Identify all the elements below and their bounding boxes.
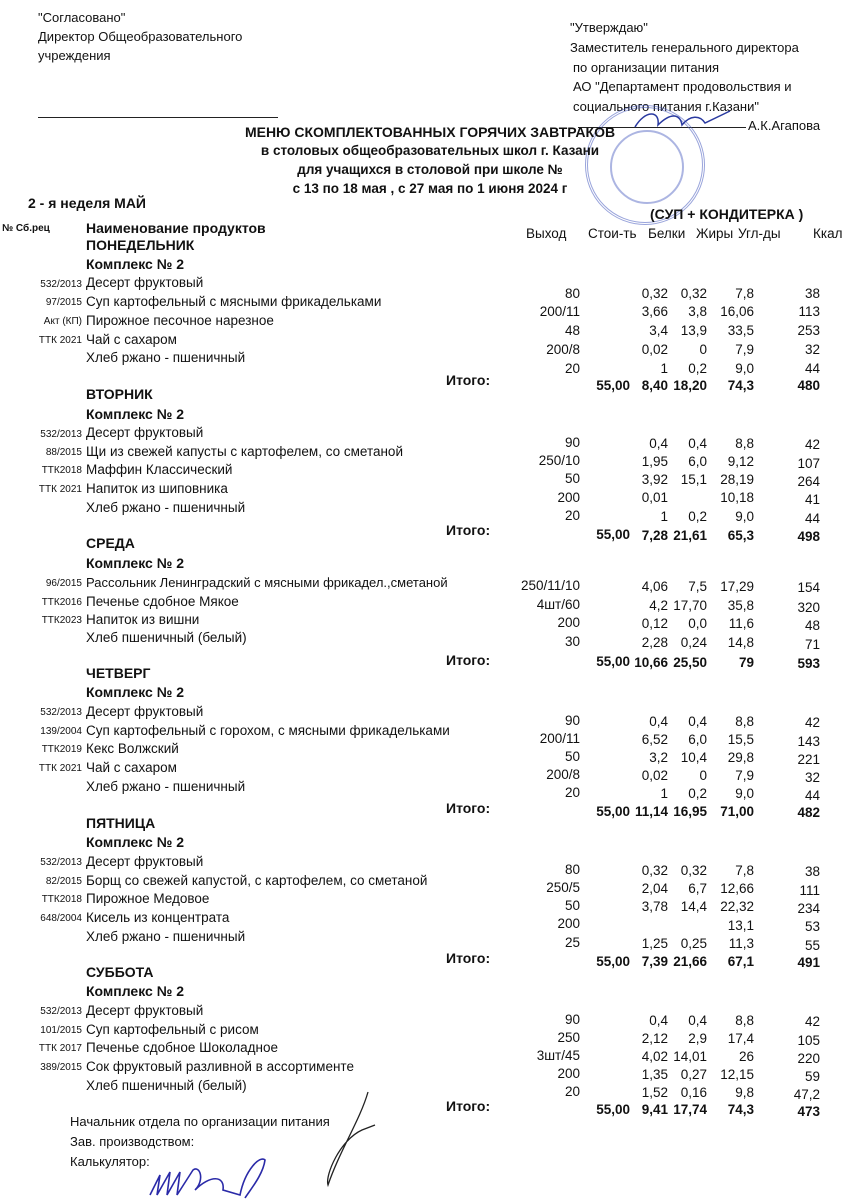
dish-protein: 3,78 [641,899,668,914]
total-kcal: 593 [797,656,820,671]
recipe-code: ТТК2019 [41,744,82,755]
total-cost: 55,00 [596,1102,630,1117]
dish-fat: 0,32 [680,863,707,878]
dish-protein: 4,02 [641,1049,668,1064]
dish-protein: 3,66 [641,304,668,319]
dish-kcal: 220 [797,1051,820,1066]
dish-carbs: 9,8 [735,1085,754,1100]
dish-protein: 3,4 [649,323,668,338]
document-subtitle-1: в столовых общеобразовательных школ г. Казани [260,143,600,158]
dish-fat: 0,24 [680,635,707,650]
dish-output: 200 [557,615,580,630]
dish-carbs: 26 [738,1049,754,1064]
recipe-code: 97/2015 [45,297,82,308]
dish-kcal: 71 [804,637,820,652]
footer-production-manager: Зав. производством: [70,1134,195,1149]
dish-kcal: 48 [804,618,820,633]
recipe-code: 82/2015 [45,876,82,887]
complex-label: Комплекс № 2 [86,684,184,700]
day-title: ВТОРНИК [86,386,153,402]
dish-kcal: 44 [804,511,820,526]
total-kcal: 473 [797,1104,820,1119]
dish-name: Чай с сахаром [86,760,177,775]
dish-fat: 0,27 [680,1067,707,1082]
dish-protein: 0,32 [641,286,668,301]
left-signature-line [38,117,278,118]
recipe-code: ТТК2016 [41,597,82,608]
dish-protein: 0,4 [649,714,668,729]
recipe-code: ТТК2023 [41,615,82,626]
total-fat: 18,20 [673,378,707,393]
approval-agreed-org: учреждения [38,48,111,63]
dish-protein: 0,4 [649,1013,668,1028]
dish-protein: 2,28 [641,635,668,650]
dish-fat: 6,7 [688,881,707,896]
recipe-code: ТТК 2017 [38,1043,82,1054]
total-carbs: 71,00 [720,804,754,819]
complex-label: Комплекс № 2 [86,555,184,571]
approval-approve-position: Заместитель генерального директора [570,40,799,55]
dish-name: Борщ со свежей капустой, с картофелем, со сметаной [86,873,428,888]
dish-carbs: 29,8 [727,750,754,765]
footer-head-of-department: Начальник отдела по организации питания [70,1114,330,1129]
dish-carbs: 12,15 [720,1067,754,1082]
dish-protein: 1,95 [641,454,668,469]
recipe-code: 648/2004 [40,913,82,924]
dish-name: Напиток из шиповника [86,481,228,496]
dish-protein: 3,92 [641,472,668,487]
dish-carbs: 9,0 [735,509,754,524]
dish-name: Десерт фруктовый [86,425,204,440]
column-header-protein: Белки [648,226,686,241]
recipe-code: 532/2013 [40,707,82,718]
dish-name: Суп картофельный с горохом, с мясными фрикадельками [86,723,450,738]
dish-name: Хлеб пшеничный (белый) [86,630,247,645]
dish-name: Напиток из вишни [86,612,200,627]
dish-output: 50 [564,898,580,913]
dish-output: 20 [564,361,580,376]
column-header-output: Выход [526,226,567,241]
recipe-code: 532/2013 [40,279,82,290]
column-header-code: № Сб.рец [2,223,50,234]
dish-fat: 17,70 [673,598,707,613]
dish-carbs: 11,6 [728,616,754,631]
column-header-fat: Жиры [696,226,734,241]
dish-name: Печенье сдобное Шоколадное [86,1040,279,1055]
dish-output: 20 [564,508,580,523]
dish-carbs: 12,66 [720,881,754,896]
dish-output: 90 [564,1012,580,1027]
dish-name: Десерт фруктовый [86,854,204,869]
dish-output: 48 [564,323,580,338]
complex-label: Комплекс № 2 [86,983,184,999]
dish-output: 3шт/45 [536,1048,580,1063]
total-cost: 55,00 [596,378,630,393]
dish-kcal: 38 [804,286,820,301]
total-carbs: 79 [738,655,754,670]
column-header-cost: Стои-ть [588,226,637,241]
recipe-code: 532/2013 [40,857,82,868]
dish-output: 80 [564,862,580,877]
dish-kcal: 44 [804,361,820,376]
dish-name: Щи из свежей капусты с картофелем, со сметаной [86,444,403,459]
recipe-code: ТТК 2021 [38,763,82,774]
dish-output: 200 [557,490,580,505]
day-title: СУББОТА [86,964,154,980]
dish-name: Кекс Волжский [86,741,179,756]
total-protein: 7,39 [641,954,668,969]
dish-name: Пирожное песочное нарезное [86,313,274,328]
dish-output: 200/8 [546,342,580,357]
dish-name: Суп картофельный с мясными фрикадельками [86,294,382,309]
dish-protein: 4,06 [641,579,668,594]
total-fat: 16,95 [673,804,707,819]
approval-approve-org-2: социального питания г.Казани" [573,99,759,114]
dish-kcal: 107 [797,456,820,471]
recipe-code: 139/2004 [40,726,82,737]
dish-carbs: 7,9 [735,342,754,357]
dish-fat: 0,25 [680,936,707,951]
dish-name: Хлеб ржано - пшеничный [86,929,246,944]
recipe-code: ТТК2018 [41,465,82,476]
dish-carbs: 7,9 [735,768,754,783]
dish-output: 50 [564,749,580,764]
complex-label: Комплекс № 2 [86,406,184,422]
document-date-range: с 13 по 18 мая , с 27 мая по 1 июня 2024 г [292,181,568,196]
total-cost: 55,00 [596,654,630,669]
dish-output: 250 [557,1030,580,1045]
dish-fat: 14,4 [680,899,707,914]
recipe-code: Акт (КП) [43,316,82,327]
dish-output: 200/11 [539,731,580,746]
dish-fat: 13,9 [680,323,707,338]
dish-output: 250/5 [546,880,580,895]
total-fat: 17,74 [673,1102,707,1117]
recipe-code: ТТК 2021 [38,484,82,495]
dish-output: 200/11 [539,304,580,319]
dish-kcal: 42 [804,1014,820,1029]
total-fat: 21,66 [673,954,707,969]
dish-name: Десерт фруктовый [86,704,204,719]
total-kcal: 482 [797,805,820,820]
document-title: МЕНЮ СКОМПЛЕКТОВАННЫХ ГОРЯЧИХ ЗАВТРАКОВ [244,124,616,140]
dish-fat: 3,8 [688,304,707,319]
dish-protein: 3,2 [649,750,668,765]
dish-kcal: 154 [797,580,820,595]
day-title: ЧЕТВЕРГ [86,665,151,681]
dish-output: 20 [564,1084,580,1099]
dish-name: Хлеб ржано - пшеничный [86,779,246,794]
total-protein: 9,41 [641,1102,668,1117]
total-kcal: 491 [797,955,820,970]
total-cost: 55,00 [596,954,630,969]
dish-kcal: 44 [804,788,820,803]
dish-kcal: 53 [804,919,820,934]
dish-fat: 6,0 [688,454,707,469]
dish-protein: 2,04 [641,881,668,896]
dish-output: 25 [564,935,580,950]
dish-protein: 1 [660,786,668,801]
dish-output: 90 [564,713,580,728]
total-protein: 8,40 [641,378,668,393]
dish-protein: 1 [660,509,668,524]
dish-protein: 0,01 [641,490,668,505]
department-head-signature-icon [320,1090,380,1190]
dish-kcal: 253 [797,323,820,338]
dish-carbs: 14,8 [727,635,754,650]
dish-fat: 0,16 [680,1085,707,1100]
approval-approve-position-2: по организации питания [573,60,720,75]
recipe-code: ТТК2018 [41,894,82,905]
day-title: ПОНЕДЕЛЬНИК [86,237,195,253]
dish-carbs: 22,32 [720,899,754,914]
recipe-code: 389/2015 [40,1062,82,1073]
total-carbs: 67,1 [727,954,754,969]
dish-fat: 0,4 [688,714,707,729]
dish-fat: 0 [699,342,707,357]
dish-kcal: 42 [804,437,820,452]
dish-output: 30 [564,634,580,649]
dish-kcal: 320 [797,600,820,615]
dish-kcal: 143 [797,734,820,749]
recipe-code: 96/2015 [45,578,82,589]
recipe-code: 101/2015 [40,1025,82,1036]
total-carbs: 74,3 [727,1102,754,1117]
dish-carbs: 7,8 [735,286,754,301]
dish-name: Хлеб ржано - пшеничный [86,500,246,515]
dish-carbs: 9,12 [727,454,754,469]
dish-carbs: 17,29 [720,579,754,594]
dish-protein: 0,12 [641,616,668,631]
recipe-code: 88/2015 [45,447,82,458]
dish-carbs: 9,0 [735,786,754,801]
dish-protein: 1,25 [641,936,668,951]
dish-protein: 1,52 [641,1085,668,1100]
dish-protein: 4,2 [649,598,668,613]
total-cost: 55,00 [596,804,630,819]
dish-carbs: 7,8 [735,863,754,878]
dish-output: 50 [564,471,580,486]
dish-protein: 1,35 [641,1067,668,1082]
dish-carbs: 8,8 [735,436,754,451]
approval-approve-label: "Утверждаю" [570,20,648,35]
total-carbs: 65,3 [727,528,754,543]
dish-protein: 6,52 [641,732,668,747]
dish-fat: 15,1 [680,472,707,487]
total-label: Итого: [446,950,491,966]
total-carbs: 74,3 [727,378,754,393]
dish-carbs: 15,5 [727,732,754,747]
total-protein: 7,28 [641,528,668,543]
dish-kcal: 59 [804,1069,820,1084]
dish-kcal: 105 [797,1033,820,1048]
dish-output: 200 [557,1066,580,1081]
dish-output: 200/8 [546,767,580,782]
total-kcal: 498 [797,529,820,544]
dish-kcal: 47,2 [793,1087,820,1102]
dish-carbs: 11,3 [728,936,754,951]
dish-kcal: 221 [797,752,820,767]
dish-name: Кисель из концентрата [86,910,230,925]
dish-name: Суп картофельный с рисом [86,1022,259,1037]
total-label: Итого: [446,522,491,538]
dish-output: 250/11/10 [520,578,580,593]
column-header-name: Наименование продуктов [86,220,266,236]
dish-protein: 1 [660,361,668,376]
total-label: Итого: [446,372,491,388]
recipe-code: 532/2013 [40,429,82,440]
dish-output: 4шт/60 [536,597,580,612]
dish-fat: 0,2 [688,509,707,524]
approval-agreed-position: Директор Общеобразовательного [38,29,243,44]
complex-label: Комплекс № 2 [86,256,184,272]
footer-calculator: Калькулятор: [70,1154,150,1169]
dish-carbs: 8,8 [735,1013,754,1028]
approver-name: А.К.Агапова [748,118,821,133]
dish-name: Хлеб ржано - пшеничный [86,350,246,365]
approval-agreed-label: "Согласовано" [38,10,126,25]
dish-carbs: 33,5 [727,323,754,338]
dish-fat: 14,01 [673,1049,707,1064]
dish-name: Маффин Классический [86,462,233,477]
dish-output: 90 [564,435,580,450]
dish-name: Десерт фруктовый [86,1003,204,1018]
dish-name: Сок фруктовый разливной в ассортименте [86,1059,354,1074]
dish-fat: 0,4 [688,436,707,451]
complex-label: Комплекс № 2 [86,834,184,850]
dish-output: 20 [564,785,580,800]
dish-carbs: 28,19 [720,472,754,487]
dish-name: Хлеб пшеничный (белый) [86,1078,247,1093]
dish-carbs: 17,4 [727,1031,754,1046]
approval-approve-org: АО "Департамент продовольствия и [573,79,792,94]
dish-fat: 7,5 [688,579,707,594]
dish-fat: 0,4 [688,1013,707,1028]
calculator-signature-icon [145,1150,285,1200]
dish-name: Рассольник Ленинградский с мясными фрикадел.,сметаной [86,575,448,590]
dish-carbs: 10,18 [720,490,754,505]
dish-output: 200 [557,916,580,931]
dish-name: Десерт фруктовый [86,275,204,290]
recipe-code: ТТК 2021 [38,335,82,346]
total-label: Итого: [446,652,491,668]
total-kcal: 480 [797,378,820,393]
dish-carbs: 35,8 [727,598,754,613]
dish-kcal: 264 [797,474,820,489]
dish-kcal: 234 [797,901,820,916]
dish-kcal: 32 [804,770,820,785]
dish-protein: 0,02 [641,768,668,783]
total-protein: 11,14 [634,804,668,819]
dish-kcal: 38 [804,864,820,879]
dish-fat: 6,0 [688,732,707,747]
dish-protein: 0,4 [649,436,668,451]
dish-carbs: 8,8 [735,714,754,729]
total-fat: 25,50 [673,655,707,670]
dish-carbs: 16,06 [720,304,754,319]
document-subtitle-2: для учащихся в столовой при школе № [297,162,563,177]
dish-kcal: 32 [804,342,820,357]
dish-fat: 2,9 [688,1031,707,1046]
total-protein: 10,66 [634,655,668,670]
day-title: ПЯТНИЦА [86,815,156,831]
dish-fat: 0,2 [688,786,707,801]
dish-fat: 0,32 [680,286,707,301]
column-header-kcal: Ккал [813,226,843,241]
dish-name: Печенье сдобное Мякое [86,594,239,609]
dish-kcal: 42 [804,715,820,730]
dish-fat: 0 [699,768,707,783]
dish-output: 80 [564,286,580,301]
dish-output: 250/10 [538,453,580,468]
column-header-carbs: Угл-ды [738,226,781,241]
dish-protein: 0,02 [641,342,668,357]
total-cost: 55,00 [596,527,630,542]
menu-type: (СУП + КОНДИТЕРКА ) [650,206,804,222]
dish-kcal: 113 [798,304,820,319]
total-label: Итого: [446,1098,491,1114]
total-fat: 21,61 [673,528,707,543]
day-title: СРЕДА [86,535,135,551]
dish-fat: 10,4 [680,750,707,765]
dish-fat: 0,0 [688,616,707,631]
dish-kcal: 55 [804,938,820,953]
dish-protein: 2,12 [641,1031,668,1046]
total-label: Итого: [446,800,491,816]
dish-carbs: 9,0 [735,361,754,376]
dish-name: Чай с сахаром [86,332,177,347]
dish-kcal: 41 [804,492,820,507]
recipe-code: 532/2013 [40,1006,82,1017]
week-label: 2 - я неделя МАЙ [28,195,146,211]
dish-fat: 0,2 [688,361,707,376]
dish-name: Пирожное Медовое [86,891,210,906]
dish-protein: 0,32 [641,863,668,878]
dish-carbs: 13,1 [727,918,754,933]
dish-kcal: 111 [799,883,820,898]
